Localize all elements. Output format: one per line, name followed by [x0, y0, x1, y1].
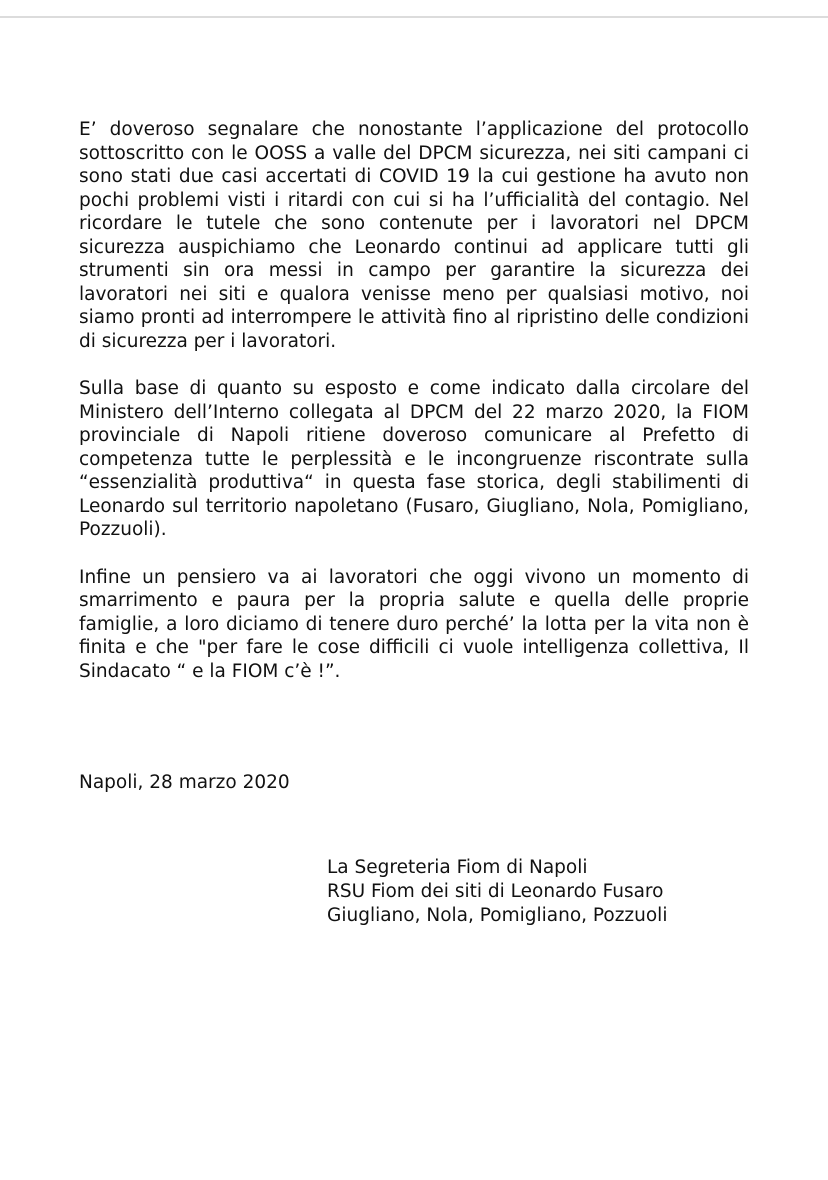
- signature-line-sites: Giugliano, Nola, Pomigliano, Pozzuoli: [327, 905, 668, 926]
- paragraph-prefect-communication: Sulla base di quanto su esposto e come indicato dalla circolare del Ministero dell’Interno collegata al DPCM del 22 marzo 2020, la FIOM provinciale di Napoli ritiene doveroso comunicare al Prefetto di competenza tutte le perplessità e le incongruenze riscontrate sulla “essenzialità produttiva“ in questa fase storica, degli stabilimenti di Leonardo sul territorio napoletano (Fusaro, Giugliano, Nola, Pomigliano, Pozzuoli).: [79, 378, 749, 540]
- date-line: Napoli, 28 marzo 2020: [79, 772, 290, 793]
- signature-line-rsu: RSU Fiom dei siti di Leonardo Fusaro: [327, 881, 664, 902]
- document-body: [79, 118, 749, 683]
- paragraph-safety-protocol: E’ doveroso segnalare che nonostante l’applicazione del protocollo sottoscritto con le OOSS a valle del DPCM sicurezza, nei siti campani ci sono stati due casi accertati di COVID 19 la cui gestione ha avuto non pochi problemi visti i ritardi con cui si ha l’ufficialità del contagio. Nel ricordare le tutele che sono contenute per i lavoratori nel DPCM sicurezza auspichiamo che Leonardo continui ad applicare tutti gli strumenti sin ora messi in campo per garantire la sicurezza dei lavoratori nei siti e qualora venisse meno per qualsiasi motivo, noi siamo pronti ad interrompere le attività fino al ripristino delle condizioni di sicurezza per i lavoratori.: [79, 119, 749, 352]
- page-top-divider: [0, 16, 828, 18]
- signature-block: [327, 856, 667, 928]
- signature-line-secretariat: La Segreteria Fiom di Napoli: [327, 857, 588, 878]
- paragraph-workers-message: Infine un pensiero va ai lavoratori che oggi vivono un momento di smarrimento e paura per la propria salute e quella delle proprie famiglie, a loro diciamo di tenere duro perché’ la lotta per la vita non è finita e che "per fare le cose difficili ci vuole intelligenza collettiva, Il Sindacato “ e la FIOM c’è !”.: [79, 566, 749, 682]
